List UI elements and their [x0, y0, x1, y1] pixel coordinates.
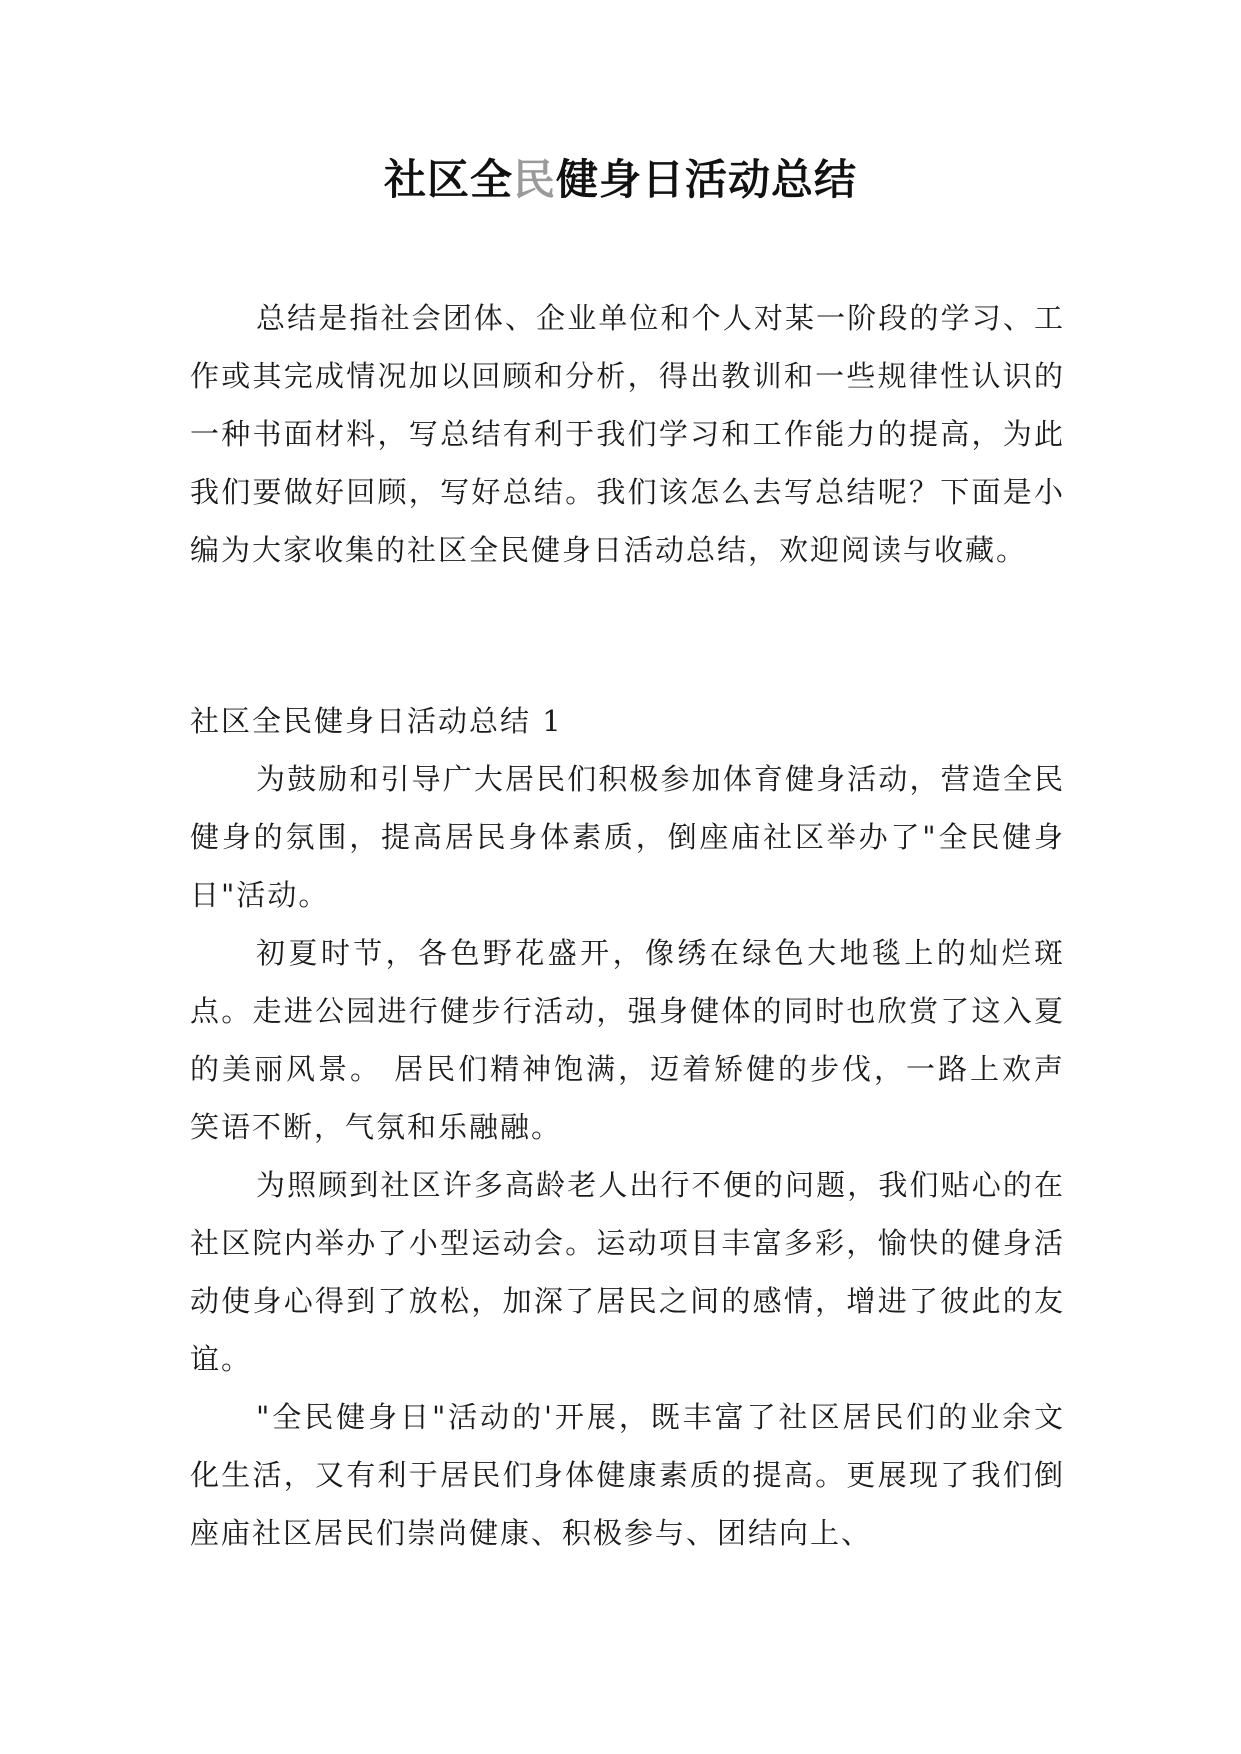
intro-block — [190, 289, 1065, 579]
document-title — [0, 150, 1241, 210]
title-part-1: 社区全 — [383, 155, 513, 204]
section-block — [190, 692, 1065, 1562]
body-paragraph: 为照顾到社区许多高龄老人出行不便的问题，我们贴心的在社区院内举办了小型运动会。运动项目丰富多彩，愉快的健身活动使身心得到了放松，加深了居民之间的感情，增进了彼此的友谊。 — [190, 1168, 1065, 1376]
body-paragraph: "全民健身日"活动的'开展，既丰富了社区居民们的业余文化生活，又有利于居民们身体健康素质的提高。更展现了我们倒座庙社区居民们崇尚健康、积极参与、团结向上、 — [190, 1400, 1065, 1550]
intro-paragraph: 总结是指社会团体、企业单位和个人对某一阶段的学习、工作或其完成情况加以回顾和分析，得出教训和一些规律性认识的一种书面材料，写总结有利于我们学习和工作能力的提高，为此我们要做好回顾，写好总结。我们该怎么去写总结呢？下面是小编为大家收集的社区全民健身日活动总结，欢迎阅读与收藏。 — [190, 301, 1065, 567]
section-heading: 社区全民健身日活动总结 1 — [190, 704, 563, 738]
title-part-2: 健身日活动总结 — [556, 155, 858, 204]
body-paragraph: 为鼓励和引导广大居民们积极参加体育健身活动，营造全民健身的氛围，提高居民身体素质，倒座庙社区举办了"全民健身日"活动。 — [190, 762, 1065, 912]
body-paragraph: 初夏时节，各色野花盛开，像绣在绿色大地毯上的灿烂斑点。走进公园进行健步行活动，强身健体的同时也欣赏了这入夏的美丽风景。 居民们精神饱满，迈着矫健的步伐，一路上欢声笑语不断，气氛和乐融融。 — [190, 936, 1065, 1144]
title-part-faded: 民 — [512, 155, 556, 204]
